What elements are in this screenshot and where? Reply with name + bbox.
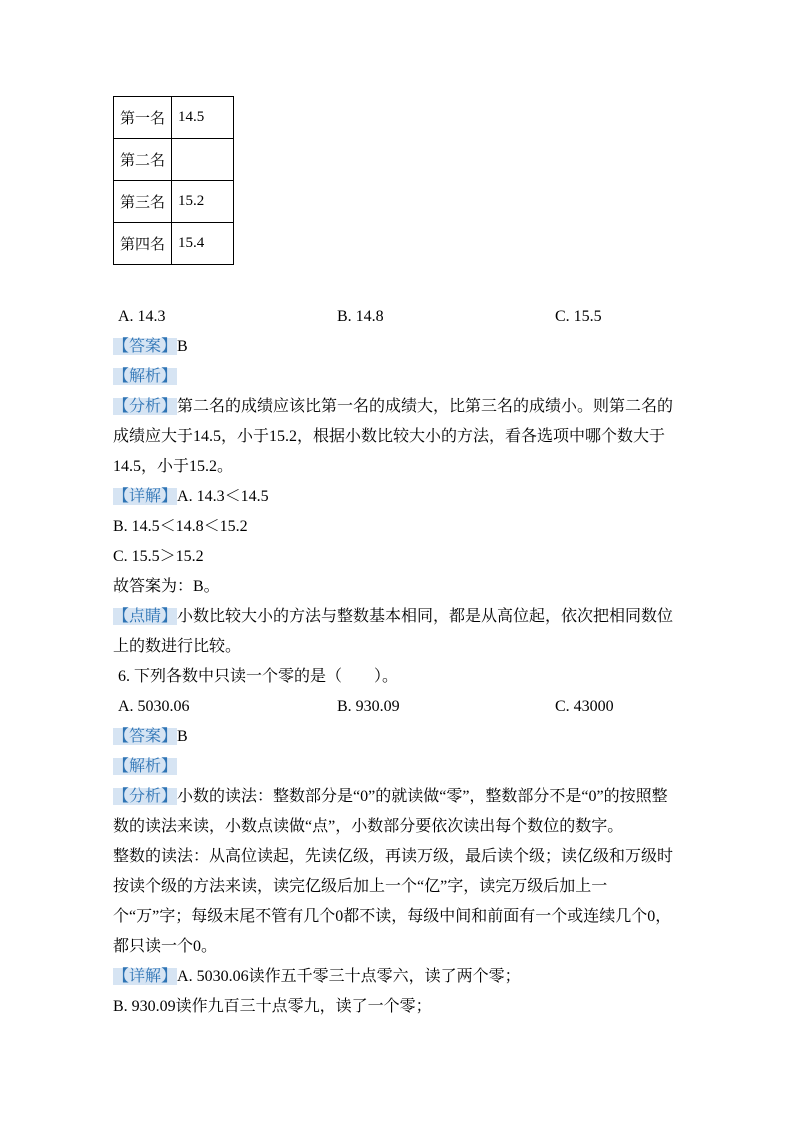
- rank-value-cell: [172, 139, 234, 181]
- ranking-table: [113, 96, 234, 265]
- q5-tip-text: 小数比较大小的方法与整数基本相同，都是从高位起，依次把相同数位上的数进行比较。: [113, 608, 674, 655]
- q5-detail-paragraph: [113, 482, 681, 512]
- table-row: [114, 181, 234, 223]
- q6-answer-line: [113, 722, 681, 752]
- rank-label-cell: 第一名: [114, 97, 172, 139]
- q6-analysis-text: 小数的读法：整数部分是“0”的就读做“零”，整数部分不是“0”的按照整数的读法来读，小数点读做“点”，小数部分要依次读出每个数位的数字。: [113, 788, 668, 835]
- q6-options-row: [113, 692, 681, 722]
- q5-options-row: [113, 302, 681, 332]
- q5-detail-line-c: C. 15.5＞15.2: [113, 548, 204, 565]
- q5-analysis-paragraph: [113, 392, 681, 482]
- q6-answer-value: B: [177, 728, 188, 745]
- table-row: [114, 223, 234, 265]
- q6-analysis-header: [113, 752, 681, 782]
- q6-analysis-paragraph: [113, 782, 681, 842]
- table-row: [114, 139, 234, 181]
- q6-detail-text: A. 5030.06读作五千零三十点零六，读了两个零；: [177, 968, 521, 985]
- detail-tag: 【详解】: [113, 488, 178, 505]
- rank-label-cell: 第四名: [114, 223, 172, 265]
- q6-option-b: B. 930.09: [337, 698, 400, 715]
- analysis-header-tag: 【解析】: [113, 368, 178, 385]
- analysis-tag: 【分析】: [113, 398, 178, 415]
- analysis-header-tag: 【解析】: [113, 758, 178, 775]
- q5-option-a: A. 14.3: [118, 308, 166, 325]
- q5-option-c: C. 15.5: [555, 308, 602, 325]
- answer-tag: 【答案】: [113, 338, 178, 355]
- q6-title: 6. 下列各数中只读一个零的是（ ）。: [118, 668, 399, 685]
- q5-answer-line: [113, 332, 681, 362]
- rank-label-cell: 第三名: [114, 181, 172, 223]
- rank-value-cell: 15.4: [172, 223, 234, 265]
- q6-option-c: C. 43000: [555, 698, 614, 715]
- q5-answer-value: B: [177, 338, 188, 355]
- q6-detail-line-b: B. 930.09读作九百三十点零九，读了一个零；: [113, 998, 432, 1015]
- rank-value-cell: 15.2: [172, 181, 234, 223]
- rank-label-cell: 第二名: [114, 139, 172, 181]
- rank-value-cell: 14.5: [172, 97, 234, 139]
- analysis-tag: 【分析】: [113, 788, 178, 805]
- q5-analysis-header: [113, 362, 681, 392]
- q6-option-a: A. 5030.06: [118, 698, 190, 715]
- answer-tag: 【答案】: [113, 728, 178, 745]
- detail-tag: 【详解】: [113, 968, 178, 985]
- q5-detail-line-b: B. 14.5＜14.8＜15.2: [113, 518, 248, 535]
- q5-tip-paragraph: [113, 602, 681, 662]
- table-row: [114, 97, 234, 139]
- q5-analysis-text: 第二名的成绩应该比第一名的成绩大，比第三名的成绩小。则第二名的成绩应大于14.5，小于15.2，根据小数比较大小的方法，看各选项中哪个数大于14.5，小于15.2。: [113, 398, 674, 475]
- q5-detail-text: A. 14.3＜14.5: [177, 488, 269, 505]
- q6-analysis-paragraph-2: 整数的读法：从高位读起，先读亿级，再读万级，最后读个级；读亿级和万级时按读个级的方法来读，读完亿级后加上一个“亿”字，读完万级后加上一个“万”字；每级末尾不管有几个0都不读，每级中间和前面有一个或连续几个0，都只读一个0。: [113, 848, 674, 955]
- q6-detail-paragraph: [113, 962, 681, 992]
- q5-option-b: B. 14.8: [337, 308, 384, 325]
- tip-tag: 【点睛】: [113, 608, 178, 625]
- q5-conclusion-line: 故答案为：B。: [113, 578, 220, 595]
